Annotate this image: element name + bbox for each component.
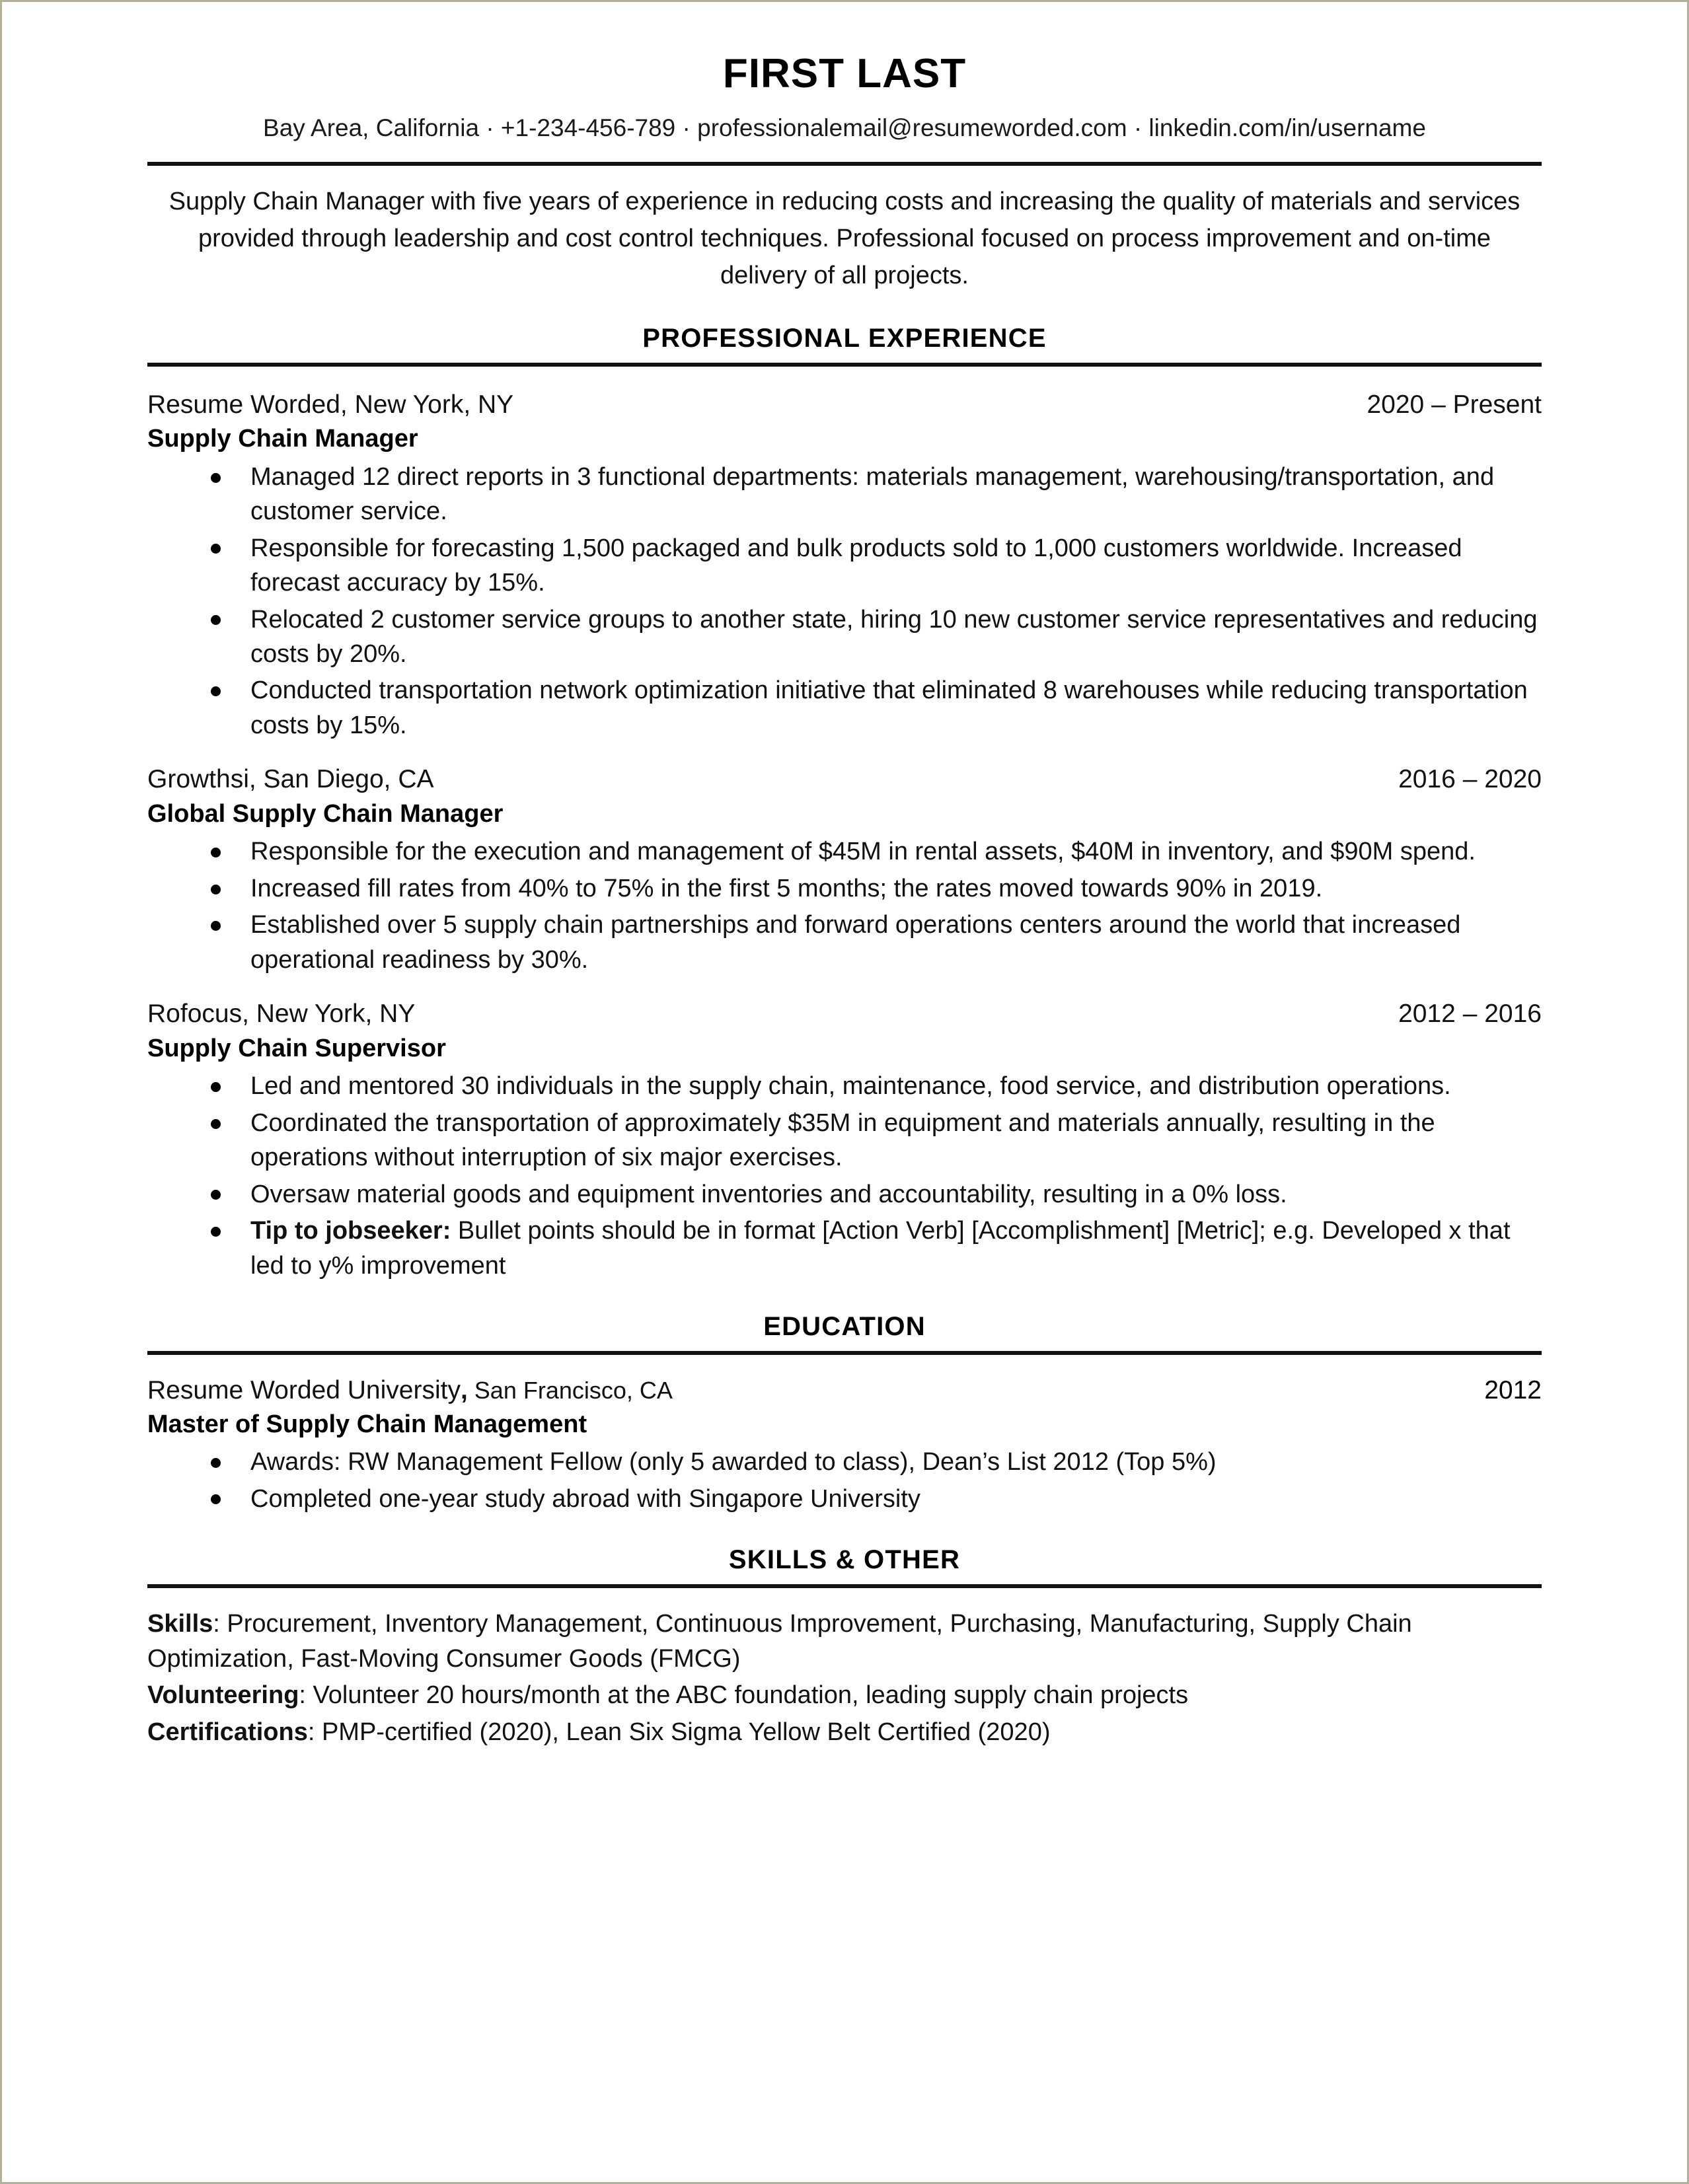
bullet-text: Managed 12 direct reports in 3 functional departments: materials management, warehousing/transportation, and customer service. [250,462,1495,526]
experience-list [147,389,1542,1283]
skills-value: : Procurement, Inventory Management, Continuous Improvement, Purchasing, Manufacturing, Supply Chain Optimization, Fast-Moving Consumer Goods (FMCG) [147,1609,1412,1673]
bullet-text: Awards: RW Management Fellow (only 5 awarded to class), Dean’s List 2012 (Top 5%) [250,1448,1217,1476]
candidate-name: FIRST LAST [722,51,967,96]
bullet-dot-icon [211,1227,221,1237]
skills-label: Certifications [147,1718,308,1746]
education-degree: Master of Supply Chain Management [147,1410,587,1438]
bullet-text: Completed one-year study abroad with Singapore University [250,1484,920,1513]
skills-line [147,1607,1542,1677]
skills-line [147,1715,1542,1750]
experience-organization: Rofocus, New York, NY [147,1000,416,1029]
resume-content [147,2,1542,1750]
experience-tip-bullet [147,1214,1542,1283]
bullet-text: Conducted transportation network optimization initiative that eliminated 8 warehouses while reducing transportation costs by 15%. [250,676,1528,739]
experience-organization: Resume Worded, New York, NY [147,390,514,419]
experience-divider [147,363,1542,367]
contact-line: Bay Area, California · +1-234-456-789 · professionalemail@resumeworded.com · linkedin.com/in/username [263,114,1426,141]
bullet-dot-icon [211,1119,221,1129]
bullet-text: Oversaw material goods and equipment inventories and accountability, resulting in a 0% loss. [250,1180,1287,1208]
experience-dates: 2012 – 2016 [1398,1000,1542,1029]
bullet-text: Relocated 2 customer service groups to another state, hiring 10 new customer service representatives and reducing costs by 20%. [250,605,1538,668]
skills-value: : PMP-certified (2020), Lean Six Sigma Yellow Belt Certified (2020) [307,1718,1051,1746]
education-divider [147,1351,1542,1355]
experience-organization: Growthsi, San Diego, CA [147,765,434,794]
section-heading-experience: PROFESSIONAL EXPERIENCE [642,323,1047,353]
experience-bullet [147,871,1542,906]
bullet-dot-icon [211,544,221,554]
experience-role-title: Supply Chain Manager [147,425,418,453]
education-school-name: Resume Worded University [147,1375,461,1404]
bullet-dot-icon [211,1458,221,1468]
experience-entry [147,389,1542,743]
experience-entry [147,998,1542,1283]
experience-bullet [147,1177,1542,1212]
experience-bullet [147,531,1542,601]
bullet-text: Coordinated the transportation of approximately $35M in equipment and materials annually, resulting in the operations without interruption of six major exercises. [250,1109,1435,1172]
experience-bullet [147,602,1542,672]
education-date: 2012 [1484,1375,1542,1404]
skills-value: : Volunteer 20 hours/month at the ABC foundation, leading supply chain projects [299,1681,1189,1710]
experience-dates: 2016 – 2020 [1398,765,1542,794]
experience-bullet [147,908,1542,977]
education-bullet-list [147,1445,1542,1516]
experience-bullet [147,1106,1542,1175]
experience-bullet [147,834,1542,869]
experience-role-title: Global Supply Chain Manager [147,800,504,828]
experience-dates: 2020 – Present [1367,390,1542,419]
experience-entry-header [147,998,1542,1031]
bullet-dot-icon [211,1082,221,1092]
education-entry-header [147,1375,1542,1407]
professional-summary: Supply Chain Manager with five years of experience in reducing costs and increasing the quality of materials and services provided through leadership and cost control techniques. Professional focused on process improvement and on-time delivery of all projects. [169,187,1520,290]
bullet-text: Increased fill rates from 40% to 75% in the first 5 months; the rates moved towards 90% in 2019. [250,874,1323,902]
experience-bullet-list [147,460,1542,743]
skills-divider [147,1584,1542,1588]
tip-text: Bullet points should be in format [Action Verb] [Accomplishment] [Metric]; e.g. Developed x that led to y% improvement [250,1217,1511,1280]
header-divider [147,162,1542,166]
bullet-dot-icon [211,885,221,894]
experience-entry-header [147,764,1542,796]
bullet-text: Responsible for forecasting 1,500 packaged and bulk products sold to 1,000 customers worldwide. Increased forecast accuracy by 15%. [250,534,1462,597]
bullet-text: Led and mentored 30 individuals in the supply chain, maintenance, food service, and distribution operations. [250,1072,1451,1101]
experience-bullet [147,460,1542,529]
bullet-text: Established over 5 supply chain partnerships and forward operations centers around the world that increased operational readiness by 30%. [250,911,1461,974]
experience-bullet [147,673,1542,743]
experience-bullet-list [147,1069,1542,1283]
bullet-dot-icon [211,848,221,857]
bullet-dot-icon [211,1494,221,1504]
bullet-dot-icon [211,1190,221,1200]
bullet-dot-icon [211,615,221,625]
education-comma: , [460,1375,468,1404]
tip-label: Tip to jobseeker: [250,1217,451,1245]
bullet-text: Responsible for the execution and management of $45M in rental assets, $40M in inventory, and $90M spend. [250,838,1476,866]
section-heading-skills: SKILLS & OTHER [728,1545,961,1574]
skills-label: Volunteering [147,1681,299,1710]
skills-label: Skills [147,1609,213,1638]
experience-bullet-list [147,834,1542,977]
skills-list [147,1607,1542,1750]
bullet-dot-icon [211,473,221,483]
experience-entry-header [147,389,1542,421]
education-location: San Francisco, CA [467,1376,673,1404]
experience-role-title: Supply Chain Supervisor [147,1034,446,1062]
experience-bullet [147,1069,1542,1103]
experience-entry [147,764,1542,977]
education-bullet [147,1445,1542,1479]
education-bullet [147,1482,1542,1516]
bullet-dot-icon [211,921,221,931]
section-heading-education: EDUCATION [763,1311,926,1341]
education-school-line [147,1375,673,1407]
skills-line [147,1678,1542,1713]
bullet-dot-icon [211,686,221,696]
